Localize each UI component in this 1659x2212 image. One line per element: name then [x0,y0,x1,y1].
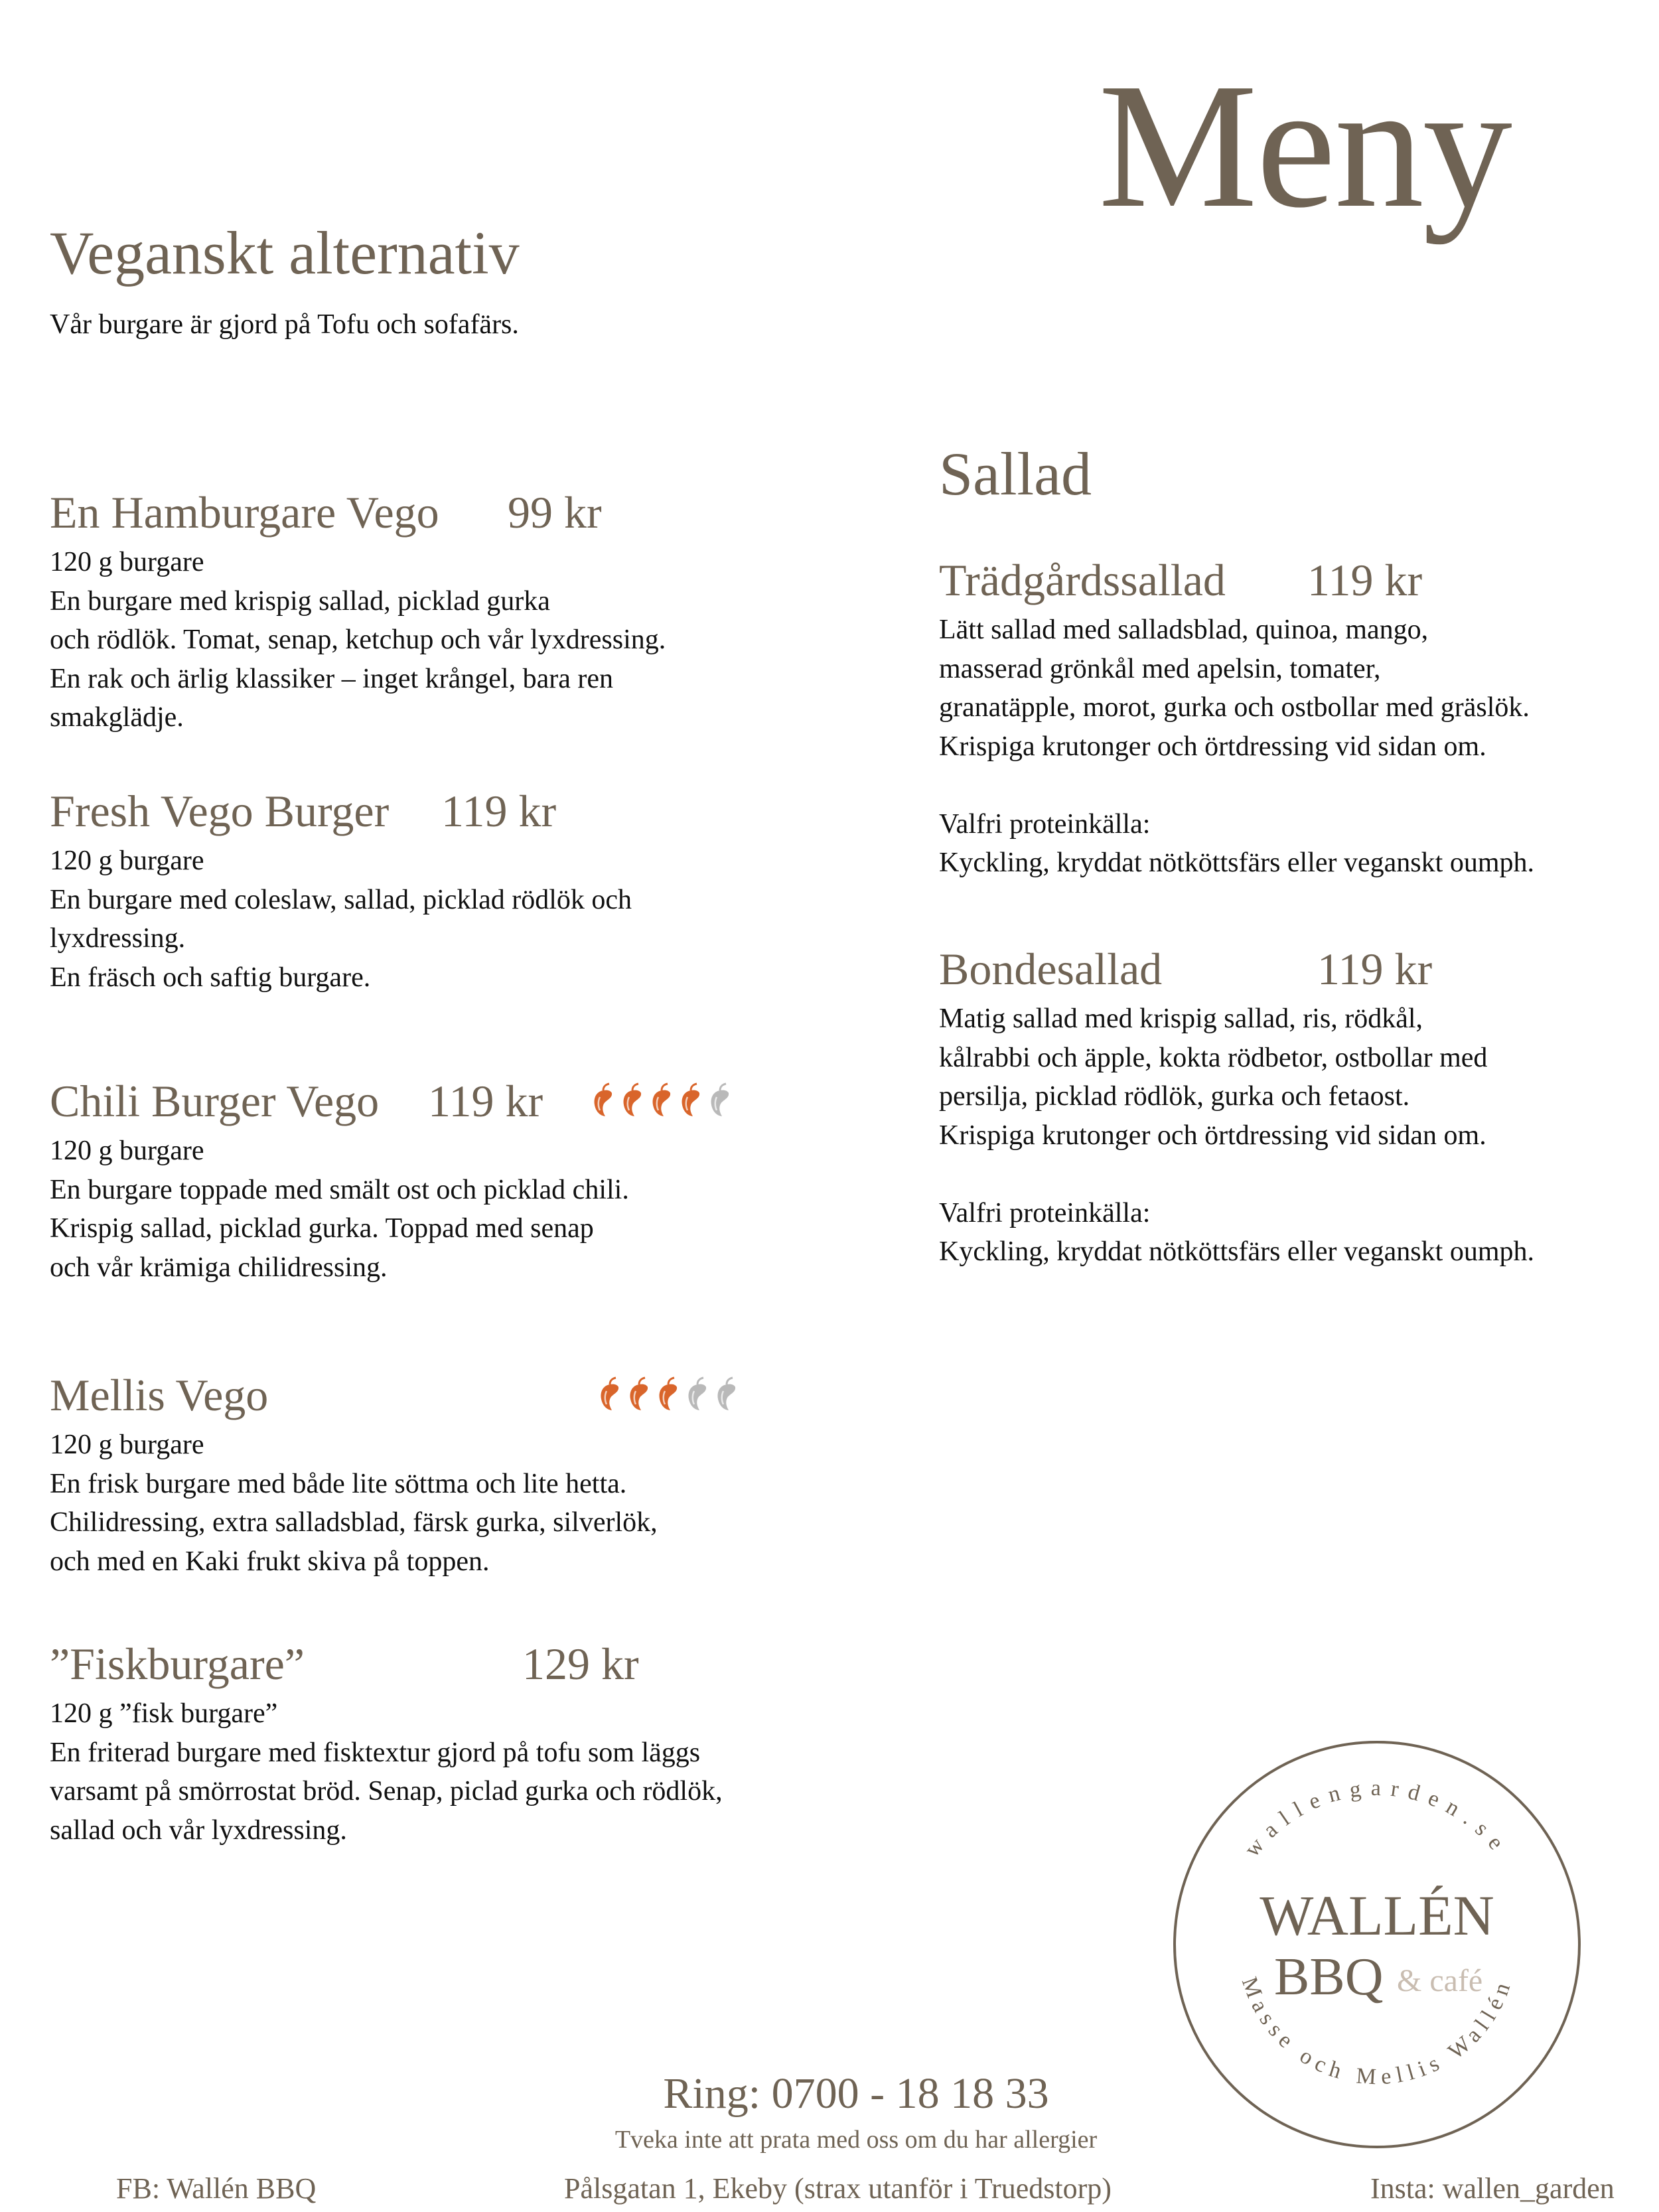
footer-facebook: FB: Wallén BBQ [116,2172,317,2205]
item-price: 119 kr [441,786,557,836]
item-line: varsamt på smörrostat bröd. Senap, piclad gurka och rödlök, [50,1776,723,1806]
item-price: 119 kr [428,1076,543,1126]
menu-item-fiskburgare [50,1636,723,1850]
item-line: 120 g burgare [50,846,204,876]
menu-item-mellis-vego [50,1367,658,1581]
logo-cafe: & café [1397,1963,1483,1998]
item-line: En fräsch och saftig burgare. [50,962,371,993]
item-line: Valfri proteinkälla: [939,808,1151,840]
logo-bbq: BBQ [1274,1948,1384,2006]
item-line: masserad grönkål med apelsin, tomater, [939,653,1381,684]
item-line: En burgare med krispig sallad, picklad gurka [50,585,550,617]
footer-address: Pålsgatan 1, Ekeby (strax utanför i Truedstorp) [564,2172,1112,2205]
chili-icon-filled [656,1376,681,1411]
item-line: 120 g burgare [50,1430,204,1460]
item-line: och rödlök. Tomat, senap, ketchup och vår lyxdressing. [50,625,666,655]
item-line: En rak och ärlig klassiker – inget krångel, bara ren [50,663,614,694]
menu-item-chili-burger-vego [50,1073,629,1287]
logo-bottom-arc: Masse och Mellis Wallén [1236,1974,1517,2090]
chili-icon-filled [626,1376,652,1411]
item-description [50,543,666,737]
chili-icon-filled [678,1082,703,1117]
item-line: Krispig sallad, picklad gurka. Toppad med senap [50,1213,594,1244]
item-line: En burgare toppade med smält ost och picklad chili. [50,1174,629,1205]
heat-rating [591,1082,733,1117]
chili-icon-empty [714,1376,739,1411]
footer-allergy-note: Tveka inte att prata med oss om du har allergier [614,2126,1098,2154]
item-line: Krispiga krutonger och örtdressing vid sidan om. [939,731,1486,762]
menu-item-fresh-vego-burger [50,783,632,997]
item-name: Chili Burger Vego [50,1076,380,1126]
item-line: persilja, picklad rödlök, gurka och fetaost. [939,1081,1410,1112]
item-line: och med en Kaki frukt skiva på toppen. [50,1546,490,1577]
item-line: En frisk burgare med både lite söttma och lite hetta. [50,1468,627,1499]
item-line: En burgare med coleslaw, sallad, picklad rödlök och [50,884,632,915]
vegan-intro: Vår burgare är gjord på Tofu och sofafärs. [50,309,519,340]
item-price: 99 kr [508,487,602,538]
item-line: granatäpple, morot, gurka och ostbollar med gräslök. [939,692,1530,723]
item-line: och vår krämiga chilidressing. [50,1252,388,1283]
item-name: Trädgårdssallad [939,555,1226,605]
item-line: sallad och vår lyxdressing. [50,1814,347,1846]
item-line: Krispiga krutonger och örtdressing vid sidan om. [939,1120,1486,1151]
item-line: Kyckling, kryddat nötköttsfärs eller veganskt oumph. [939,848,1534,878]
chili-icon-filled [591,1082,616,1117]
chili-icon-filled [649,1082,674,1117]
item-description [50,1132,629,1287]
item-line: smakglädje. [50,702,184,733]
footer-instagram: Insta: wallen_garden [1370,2172,1615,2205]
item-line: 120 g burgare [50,547,204,577]
chili-icon-filled [597,1376,622,1411]
item-line: Valfri proteinkälla: [939,1197,1151,1228]
item-line: Kyckling, kryddat nötköttsfärs eller veganskt oumph. [939,1236,1534,1267]
item-name: En Hamburgare Vego [50,487,439,538]
item-name: Bondesallad [939,944,1163,994]
item-line [939,1155,1534,1194]
logo-wallen: WALLÉN [1260,1883,1494,1947]
chili-icon-empty [685,1376,710,1411]
menu-item-bondesallad [939,941,1534,1272]
item-line: lyxdressing. [50,923,186,954]
item-name: Fresh Vego Burger [50,786,390,836]
menu-item-tradgardssallad [939,552,1534,883]
salad-section-title: Sallad [939,440,1092,508]
item-price: 119 kr [1317,944,1433,994]
menu-item-en-hamburgare-vego [50,484,666,737]
item-price: 119 kr [1307,555,1423,605]
item-price: 129 kr [522,1639,639,1689]
page-title: Meny [1098,46,1511,245]
item-line: 120 g burgare [50,1136,204,1166]
heat-rating [597,1376,739,1411]
item-description [50,1426,658,1581]
chili-icon-filled [620,1082,645,1117]
item-description [939,999,1534,1272]
item-line: Chilidressing, extra salladsblad, färsk gurka, silverlök, [50,1507,658,1538]
item-line: 120 g ”fisk burgare” [50,1698,278,1729]
item-name: Mellis Vego [50,1370,269,1420]
vegan-section-title: Veganskt alternativ [50,219,520,287]
item-line: En friterad burgare med fisktextur gjord på tofu som läggs [50,1737,701,1768]
item-description [939,611,1534,883]
item-line: Matig sallad med krispig sallad, ris, rödkål, [939,1003,1423,1034]
chili-icon-empty [707,1082,733,1117]
logo-top-arc: wallengarden.se [1240,1775,1514,1862]
item-line: Lätt sallad med salladsblad, quinoa, mango, [939,615,1429,645]
footer-phone: Ring: 0700 - 18 18 33 [663,2069,1049,2118]
item-description [50,1694,723,1850]
item-name: ”Fiskburgare” [50,1639,305,1689]
item-line [939,766,1534,805]
item-description [50,842,632,997]
item-line: kålrabbi och äpple, kokta rödbetor, ostbollar med [939,1042,1488,1073]
